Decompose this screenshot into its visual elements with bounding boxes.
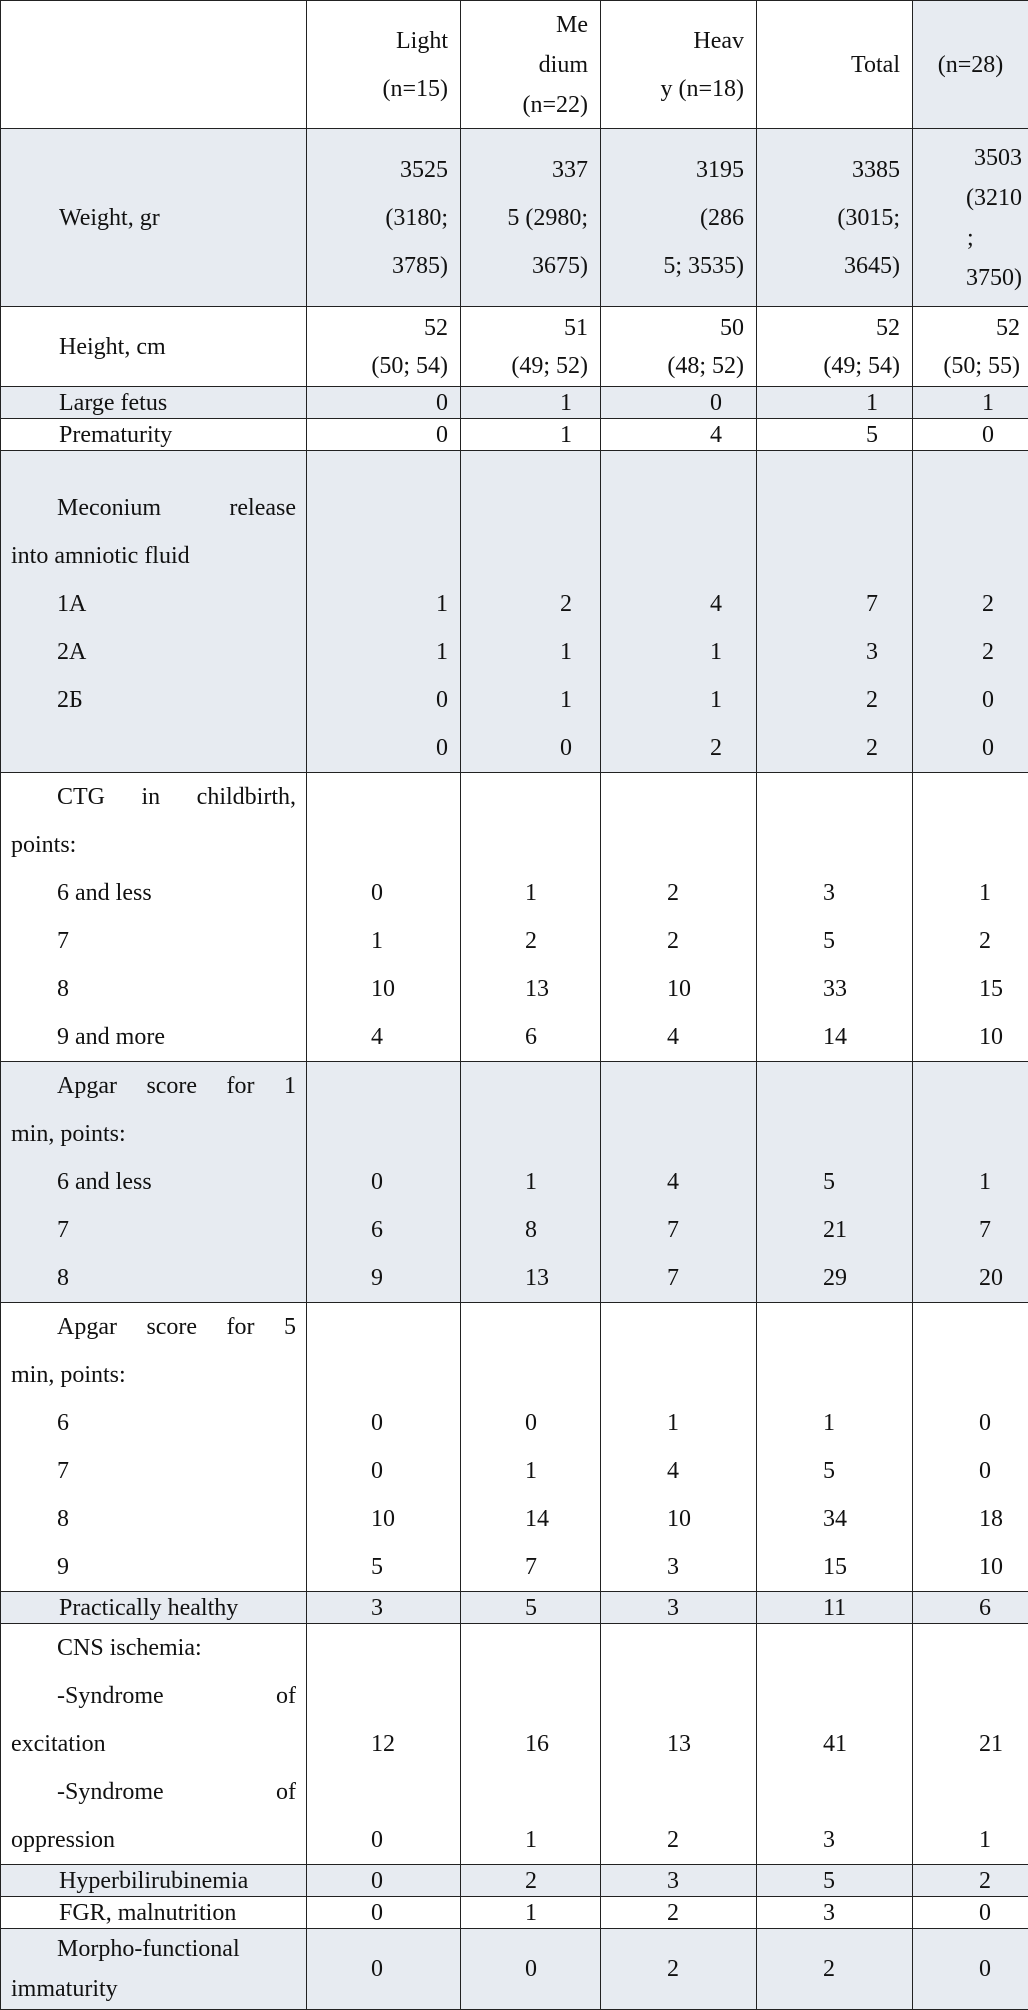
apgar5-sub-label: 6 (11, 1399, 296, 1447)
cell-line: (3210 (923, 178, 1022, 218)
cell-line: 52 (923, 309, 1020, 347)
height-total (757, 307, 913, 387)
header-medium-line: Me (471, 5, 588, 45)
apgar5-heavy (601, 1303, 757, 1592)
apgar1-sub-label: 6 and less (11, 1158, 296, 1206)
value-line: 4 (611, 580, 722, 628)
value-line: 0 (371, 1816, 450, 1864)
row-large-fetus (1, 387, 1028, 419)
value-line: 1 (525, 869, 590, 917)
ctg-sub-label: 8 (11, 965, 296, 1013)
value-cell: 0 (307, 1865, 461, 1897)
row-fgr (1, 1897, 1028, 1929)
value-line: 34 (823, 1495, 902, 1543)
value-line: 1 (525, 1158, 590, 1206)
cell-line: (49; 54) (767, 347, 900, 385)
cell-line: 3785) (317, 242, 448, 290)
value-line: 7 (767, 580, 878, 628)
ctg-sub-label: 6 and less (11, 869, 296, 917)
value-line: 20 (979, 1254, 1018, 1302)
value-line: 0 (371, 1399, 450, 1447)
header-empty-cell (1, 1, 307, 129)
value-line: 2 (525, 917, 590, 965)
value-line: 2 (471, 580, 572, 628)
value-line: 1 (979, 869, 1018, 917)
header-total: Total (757, 1, 913, 129)
row-meconium (1, 451, 1028, 773)
label-prematurity: Prematurity (1, 419, 307, 451)
value-line: 18 (979, 1495, 1018, 1543)
cell-line: 3645) (767, 242, 900, 290)
label-hyperbilirubinemia: Hyperbilirubinemia (1, 1865, 307, 1897)
value-cell: 5 (757, 1865, 913, 1897)
value-line: 1 (979, 1158, 1018, 1206)
header-heavy-line: y (n=18) (611, 65, 744, 113)
cell-line: 3195 (611, 146, 744, 194)
weight-control (913, 129, 1028, 307)
value-line: 16 (525, 1720, 590, 1768)
value-line: 5 (371, 1543, 450, 1591)
row-prematurity (1, 419, 1028, 451)
value-line: 7 (667, 1206, 746, 1254)
value-line: 1 (471, 676, 572, 724)
value-line: 4 (667, 1447, 746, 1495)
value-line: 1 (317, 580, 448, 628)
value-cell: 3 (601, 1865, 757, 1897)
height-light (307, 307, 461, 387)
value-line: 6 (525, 1013, 590, 1061)
value-cell: 2 (601, 1929, 757, 2010)
value-line: 2 (923, 628, 994, 676)
apgar5-label-line1: Apgar score for 5 (11, 1303, 296, 1351)
value-line: 2 (667, 917, 746, 965)
apgar1-total (757, 1062, 913, 1303)
ctg-heavy (601, 773, 757, 1062)
cns-light (307, 1624, 461, 1865)
header-control: (n=28) (913, 1, 1028, 129)
value-cell: 0 (913, 1897, 1028, 1929)
value-line: 0 (371, 1158, 450, 1206)
apgar5-sub-label: 9 (11, 1543, 296, 1591)
value-line: 1 (371, 917, 450, 965)
value-line: 21 (823, 1206, 902, 1254)
cell-line: (49; 52) (471, 347, 588, 385)
value-line: 0 (371, 869, 450, 917)
row-hyperbilirubinemia (1, 1865, 1028, 1897)
meconium-sub-1a: 1А (11, 580, 296, 628)
cns-heavy (601, 1624, 757, 1865)
height-heavy (601, 307, 757, 387)
height-control (913, 307, 1028, 387)
weight-heavy (601, 129, 757, 307)
value-line: 29 (823, 1254, 902, 1302)
cell-line: 52 (317, 309, 448, 347)
cell-line: 3525 (317, 146, 448, 194)
header-medium-line: (n=22) (471, 85, 588, 125)
value-cell: 1 (461, 387, 601, 419)
value-cell: 5 (461, 1592, 601, 1624)
value-cell: 0 (307, 387, 461, 419)
cns-label: CNS ischemia: (11, 1624, 296, 1672)
apgar5-label-line2: min, points: (11, 1351, 296, 1399)
cell-line: ; (923, 218, 1022, 258)
value-line: 10 (371, 965, 450, 1013)
value-line: 10 (979, 1013, 1018, 1061)
value-line: 0 (923, 676, 994, 724)
value-line: 2 (923, 580, 994, 628)
cns-opp-line2: oppression (11, 1816, 296, 1864)
value-line: 0 (525, 1399, 590, 1447)
apgar5-sub-label: 7 (11, 1447, 296, 1495)
meconium-sub-2a: 2А (11, 628, 296, 676)
cns-control (913, 1624, 1028, 1865)
meconium-heavy (601, 451, 757, 773)
row-height (1, 307, 1028, 387)
row-ctg (1, 773, 1028, 1062)
apgar1-label-line1: Apgar score for 1 (11, 1062, 296, 1110)
value-line: 6 (371, 1206, 450, 1254)
value-line: 1 (317, 628, 448, 676)
cell-line: 337 (471, 146, 588, 194)
value-line: 7 (667, 1254, 746, 1302)
value-line: 8 (525, 1206, 590, 1254)
weight-total (757, 129, 913, 307)
value-line: 0 (979, 1447, 1018, 1495)
value-line: 10 (979, 1543, 1018, 1591)
value-line: 1 (471, 628, 572, 676)
apgar5-light (307, 1303, 461, 1592)
value-line: 7 (979, 1206, 1018, 1254)
row-weight (1, 129, 1028, 307)
value-line: 2 (667, 869, 746, 917)
value-cell: 0 (913, 419, 1028, 451)
value-line: 33 (823, 965, 902, 1013)
value-line: 3 (767, 628, 878, 676)
cns-medium (461, 1624, 601, 1865)
cell-line: (50; 54) (317, 347, 448, 385)
apgar1-control (913, 1062, 1028, 1303)
value-line: 13 (525, 1254, 590, 1302)
value-line: 0 (923, 724, 994, 772)
cell-line: (48; 52) (611, 347, 744, 385)
value-cell: 11 (757, 1592, 913, 1624)
meconium-sub-blank (11, 724, 296, 772)
value-line: 2 (611, 724, 722, 772)
value-line: 4 (667, 1013, 746, 1061)
value-line: 1 (823, 1399, 902, 1447)
value-line: 15 (823, 1543, 902, 1591)
meconium-sub-2b: 2Б (11, 676, 296, 724)
value-line: 0 (317, 724, 448, 772)
value-line: 1 (525, 1816, 590, 1864)
header-light (307, 1, 461, 129)
value-line: 10 (667, 1495, 746, 1543)
label-height: Height, cm (1, 307, 307, 387)
value-line: 0 (317, 676, 448, 724)
row-cns (1, 1624, 1028, 1865)
label-practically-healthy: Practically healthy (1, 1592, 307, 1624)
cell-line: 52 (767, 309, 900, 347)
value-cell: 3 (757, 1897, 913, 1929)
value-line: 2 (979, 917, 1018, 965)
value-line: 4 (371, 1013, 450, 1061)
cell-line: 3750) (923, 258, 1022, 298)
value-cell: 5 (757, 419, 913, 451)
value-line: 2 (767, 724, 878, 772)
header-row (1, 1, 1028, 129)
row-morpho (1, 1929, 1028, 2010)
value-cell: 0 (913, 1929, 1028, 2010)
value-line: 0 (371, 1447, 450, 1495)
label-cns (1, 1624, 307, 1865)
ctg-light (307, 773, 461, 1062)
apgar1-label-line2: min, points: (11, 1110, 296, 1158)
value-cell: 2 (601, 1897, 757, 1929)
value-line: 0 (979, 1399, 1018, 1447)
cns-exc-line2: excitation (11, 1720, 296, 1768)
apgar1-sub-label: 7 (11, 1206, 296, 1254)
height-medium (461, 307, 601, 387)
header-heavy (601, 1, 757, 129)
ctg-label-line2: points: (11, 821, 296, 869)
value-line: 14 (823, 1013, 902, 1061)
value-line: 10 (371, 1495, 450, 1543)
meconium-light (307, 451, 461, 773)
label-apgar5 (1, 1303, 307, 1592)
value-line: 2 (767, 676, 878, 724)
value-line: 13 (667, 1720, 746, 1768)
value-line: 2 (667, 1816, 746, 1864)
value-line: 3 (667, 1543, 746, 1591)
value-line: 1 (611, 676, 722, 724)
cell-line: (3180; (317, 194, 448, 242)
ctg-control (913, 773, 1028, 1062)
cns-exc-line1: -Syndrome of (11, 1672, 296, 1720)
cell-line: 5; 3535) (611, 242, 744, 290)
value-line: 5 (823, 1447, 902, 1495)
value-cell: 4 (601, 419, 757, 451)
value-cell: 3 (307, 1592, 461, 1624)
value-line: 15 (979, 965, 1018, 1013)
cell-line: (3015; (767, 194, 900, 242)
value-cell: 3 (601, 1592, 757, 1624)
cell-line: 3385 (767, 146, 900, 194)
value-cell: 0 (461, 1929, 601, 2010)
header-heavy-line: Heav (611, 17, 744, 65)
weight-light (307, 129, 461, 307)
value-line: 0 (471, 724, 572, 772)
value-line: 7 (525, 1543, 590, 1591)
header-medium-line: dium (471, 45, 588, 85)
header-medium (461, 1, 601, 129)
cell-line: (50; 55) (923, 347, 1020, 385)
label-large-fetus: Large fetus (1, 387, 307, 419)
apgar5-total (757, 1303, 913, 1592)
value-cell: 1 (757, 387, 913, 419)
value-line: 5 (823, 1158, 902, 1206)
value-line: 14 (525, 1495, 590, 1543)
value-cell: 2 (757, 1929, 913, 2010)
apgar5-sub-label: 8 (11, 1495, 296, 1543)
value-cell: 0 (307, 419, 461, 451)
ctg-total (757, 773, 913, 1062)
value-cell: 0 (307, 1897, 461, 1929)
value-line: 1 (667, 1399, 746, 1447)
row-practically-healthy (1, 1592, 1028, 1624)
apgar1-medium (461, 1062, 601, 1303)
value-cell: 1 (913, 387, 1028, 419)
value-line: 1 (611, 628, 722, 676)
value-line: 1 (525, 1447, 590, 1495)
meconium-total (757, 451, 913, 773)
value-cell: 0 (601, 387, 757, 419)
cns-total (757, 1624, 913, 1865)
cell-line: 50 (611, 309, 744, 347)
apgar5-control (913, 1303, 1028, 1592)
label-morpho (1, 1929, 307, 2010)
value-cell: 1 (461, 419, 601, 451)
cns-opp-line1: -Syndrome of (11, 1768, 296, 1816)
header-light-line: (n=15) (317, 65, 448, 113)
ctg-label-line1: CTG in childbirth, (11, 773, 296, 821)
weight-medium (461, 129, 601, 307)
row-apgar1 (1, 1062, 1028, 1303)
value-line: 3 (823, 1816, 902, 1864)
value-line: 4 (667, 1158, 746, 1206)
cell-line: (286 (611, 194, 744, 242)
value-cell: 1 (461, 1897, 601, 1929)
value-line: 21 (979, 1720, 1018, 1768)
value-cell: 2 (913, 1865, 1028, 1897)
meconium-label-line2: into amniotic fluid (11, 532, 296, 580)
morpho-label-line1: Morpho-functional (11, 1929, 296, 1969)
value-line: 12 (371, 1720, 450, 1768)
meconium-medium (461, 451, 601, 773)
value-cell: 0 (307, 1929, 461, 2010)
label-fgr: FGR, malnutrition (1, 1897, 307, 1929)
header-light-line: Light (317, 17, 448, 65)
cell-line: 51 (471, 309, 588, 347)
apgar5-medium (461, 1303, 601, 1592)
value-line: 10 (667, 965, 746, 1013)
value-line: 9 (371, 1254, 450, 1302)
morpho-label-line2: immaturity (11, 1969, 296, 2009)
value-line: 3 (823, 869, 902, 917)
value-cell: 6 (913, 1592, 1028, 1624)
meconium-control (913, 451, 1028, 773)
ctg-sub-label: 9 and more (11, 1013, 296, 1061)
label-meconium (1, 451, 307, 773)
value-line: 5 (823, 917, 902, 965)
value-line: 41 (823, 1720, 902, 1768)
value-cell: 2 (461, 1865, 601, 1897)
value-line: 1 (979, 1816, 1018, 1864)
apgar1-sub-label: 8 (11, 1254, 296, 1302)
apgar1-light (307, 1062, 461, 1303)
label-ctg (1, 773, 307, 1062)
cell-line: 3503 (923, 138, 1022, 178)
label-weight: Weight, gr (1, 129, 307, 307)
cell-line: 3675) (471, 242, 588, 290)
cell-line: 5 (2980; (471, 194, 588, 242)
ctg-sub-label: 7 (11, 917, 296, 965)
value-line: 13 (525, 965, 590, 1013)
meconium-label-line1: Meconium release (11, 484, 296, 532)
apgar1-heavy (601, 1062, 757, 1303)
ctg-medium (461, 773, 601, 1062)
label-apgar1 (1, 1062, 307, 1303)
row-apgar5 (1, 1303, 1028, 1592)
